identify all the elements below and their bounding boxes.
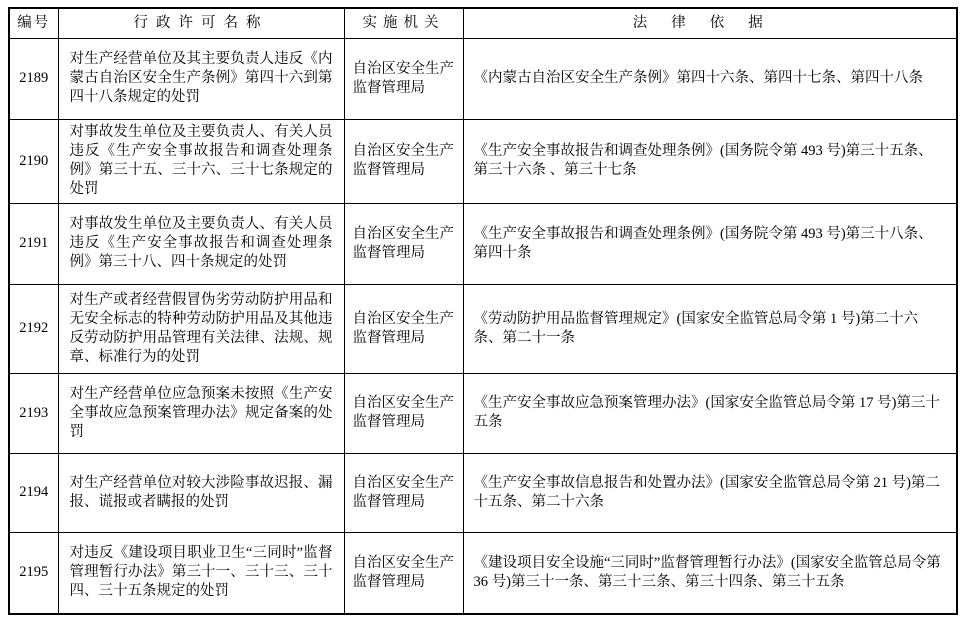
cell-name: 对事故发生单位及主要负责人、有关人员违反《生产安全事故报告和调查处理条例》第三十八、四十条规定的处罚 [58,203,344,284]
cell-agency: 自治区安全生产监督管理局 [344,284,463,373]
cell-legal: 《生产安全事故报告和调查处理条例》(国务院令第 493 号)第三十五条、第三十六条 、第三十七条 [463,119,957,203]
table-row [9,453,957,532]
cell-agency: 自治区安全生产监督管理局 [344,203,463,284]
cell-name: 对违反《建设项目职业卫生“三同时”监督管理暂行办法》第三十一、三十三、三十四、三十五条规定的处罚 [58,532,344,614]
cell-name: 对生产或者经营假冒伪劣劳动防护用品和无安全标志的特种劳动防护用品及其他违反劳动防护用品管理有关法律、法规、规章、标准行为的处罚 [58,284,344,373]
cell-id: 2192 [9,284,58,373]
cell-id: 2194 [9,453,58,532]
cell-legal: 《建设项目安全设施“三同时”监督管理暂行办法》(国家安全监管总局令第 36 号)第三十一条、第三十三条、第三十四条、第三十五条 [463,532,957,614]
table-row [9,38,957,119]
header-row [9,8,957,38]
cell-legal: 《生产安全事故应急预案管理办法》(国家安全监管总局令第 17 号)第三十五条 [463,373,957,453]
header-id: 编号 [9,8,58,38]
cell-id: 2190 [9,119,58,203]
cell-name: 对生产经营单位及其主要负责人违反《内蒙古自治区安全生产条例》第四十六到第四十八条规定的处罚 [58,38,344,119]
header-name: 行政许可名称 [58,8,344,38]
table-row [9,203,957,284]
cell-id: 2193 [9,373,58,453]
table-row [9,119,957,203]
table-row [9,373,957,453]
table-row [9,532,957,614]
cell-name: 对生产经营单位对较大涉险事故迟报、漏报、谎报或者瞒报的处罚 [58,453,344,532]
cell-id: 2189 [9,38,58,119]
table-row [9,284,957,373]
header-agency: 实施机关 [344,8,463,38]
cell-legal: 《劳动防护用品监督管理规定》(国家安全监管总局令第 1 号)第二十六条、第二十一条 [463,284,957,373]
cell-name: 对事故发生单位及主要负责人、有关人员违反《生产安全事故报告和调查处理条例》第三十五、三十六、三十七条规定的处罚 [58,119,344,203]
cell-agency: 自治区安全生产监督管理局 [344,532,463,614]
cell-name: 对生产经营单位应急预案未按照《生产安全事故应急预案管理办法》规定备案的处罚 [58,373,344,453]
cell-agency: 自治区安全生产监督管理局 [344,38,463,119]
header-legal: 法律依据 [463,8,957,38]
cell-legal: 《生产安全事故报告和调查处理条例》(国务院令第 493 号)第三十八条、第四十条 [463,203,957,284]
cell-agency: 自治区安全生产监督管理局 [344,119,463,203]
cell-legal: 《内蒙古自治区安全生产条例》第四十六条、第四十七条、第四十八条 [463,38,957,119]
cell-id: 2195 [9,532,58,614]
cell-legal: 《生产安全事故信息报告和处置办法》(国家安全监管总局令第 21 号)第二十五条、第二十六条 [463,453,957,532]
administrative-permit-table [8,7,958,615]
cell-agency: 自治区安全生产监督管理局 [344,373,463,453]
cell-agency: 自治区安全生产监督管理局 [344,453,463,532]
cell-id: 2191 [9,203,58,284]
